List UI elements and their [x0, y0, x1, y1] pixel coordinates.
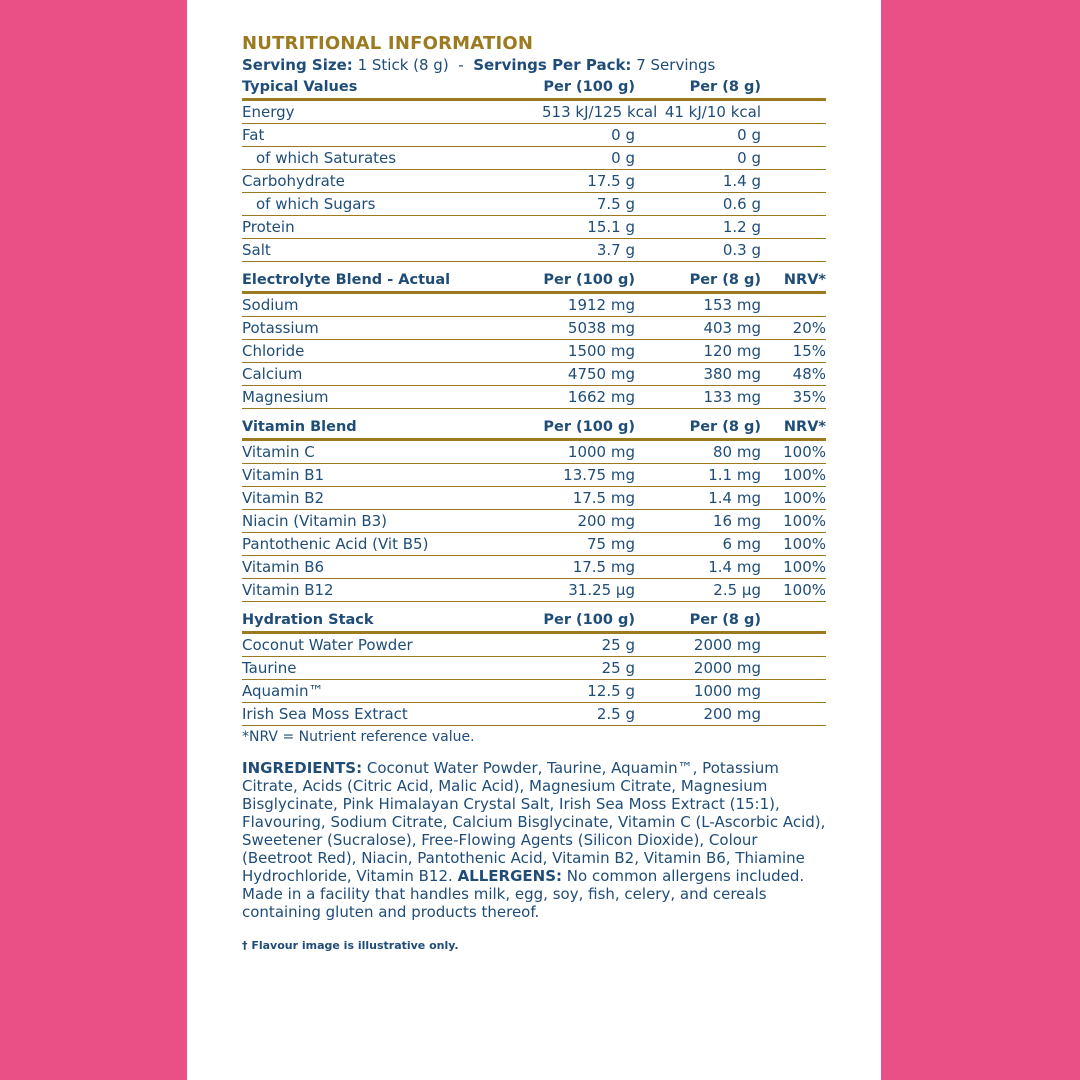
nutrient-name: Salt [242, 239, 542, 262]
value-per-100g: 1000 mg [542, 440, 635, 464]
column-header: NRV* [761, 417, 826, 440]
ingredients-text: Coconut Water Powder, Taurine, Aquamin™, Potassium Citrate, Acids (Citric Acid, Malic Acid), Magnesium Citrate, Magnesium Bisglycinate, Pink Himalayan Crystal Salt, Irish Sea Moss Extract (15:1), Flavouring, Sodium Citrate, Calcium Bisglycinate, Vitamin C (L-Ascorbic Acid), Sweetener (Sucralose), Free-Flowing Agents (Silicon Dioxide), Colour (Beetroot Red), Niacin, Pantothenic Acid, Vitamin B2, Vitamin B6, Thiamine Hydrochloride, Vitamin B12. [242, 759, 826, 885]
value-per-serving: 6 mg [635, 533, 761, 556]
nrv-percent [761, 633, 826, 657]
ingredients-label: INGREDIENTS: [242, 759, 363, 777]
value-per-serving: 16 mg [635, 510, 761, 533]
value-per-serving: 153 mg [635, 293, 761, 317]
table-row [242, 657, 826, 680]
column-header: Per (8 g) [635, 270, 761, 293]
value-per-100g: 5038 mg [542, 317, 635, 340]
value-per-serving: 2000 mg [635, 657, 761, 680]
table-row [242, 440, 826, 464]
value-per-serving: 0.6 g [635, 193, 761, 216]
table-row [242, 633, 826, 657]
nutrient-name: Potassium [242, 317, 542, 340]
nrv-percent: 100% [761, 533, 826, 556]
column-header: Per (100 g) [542, 270, 635, 293]
nutrient-name: Vitamin B2 [242, 487, 542, 510]
column-header: NRV* [761, 270, 826, 293]
table-row [242, 487, 826, 510]
nrv-percent: 100% [761, 487, 826, 510]
nutrient-name: Pantothenic Acid (Vit B5) [242, 533, 542, 556]
value-per-100g: 17.5 mg [542, 556, 635, 579]
table-gap [242, 602, 826, 610]
value-per-100g: 17.5 mg [542, 487, 635, 510]
value-per-serving: 0.3 g [635, 239, 761, 262]
column-header: Per (100 g) [542, 77, 635, 100]
nutrient-name: of which Saturates [242, 147, 542, 170]
table-row [242, 579, 826, 602]
nutrient-name: Vitamin B12 [242, 579, 542, 602]
value-per-100g: 17.5 g [542, 170, 635, 193]
table-row [242, 340, 826, 363]
nrv-percent [761, 170, 826, 193]
value-per-serving: 120 mg [635, 340, 761, 363]
serving-info [242, 55, 826, 77]
nutrient-name: Taurine [242, 657, 542, 680]
nutrient-name: Vitamin C [242, 440, 542, 464]
value-per-serving: 0 g [635, 124, 761, 147]
nutrient-name: of which Sugars [242, 193, 542, 216]
table-header-row [242, 77, 826, 100]
table-row [242, 363, 826, 386]
table-header-row [242, 417, 826, 440]
nutrient-name: Coconut Water Powder [242, 633, 542, 657]
column-header: Per (8 g) [635, 610, 761, 633]
nutrient-name: Energy [242, 100, 542, 124]
value-per-serving: 1.2 g [635, 216, 761, 239]
value-per-100g: 1500 mg [542, 340, 635, 363]
nrv-percent [761, 147, 826, 170]
table-header-row [242, 610, 826, 633]
column-header: Hydration Stack [242, 610, 542, 633]
value-per-100g: 200 mg [542, 510, 635, 533]
nutrient-name: Protein [242, 216, 542, 239]
value-per-serving: 2.5 µg [635, 579, 761, 602]
table-gap [242, 409, 826, 417]
value-per-100g: 2.5 g [542, 703, 635, 726]
value-per-100g: 75 mg [542, 533, 635, 556]
table-row [242, 193, 826, 216]
table-row [242, 703, 826, 726]
serving-separator: - [458, 56, 464, 74]
table-row [242, 510, 826, 533]
table-row [242, 464, 826, 487]
nutrient-name: Magnesium [242, 386, 542, 409]
table-row [242, 216, 826, 239]
nrv-percent: 100% [761, 579, 826, 602]
nrv-note: *NRV = Nutrient reference value. [242, 729, 475, 745]
nutrient-name: Carbohydrate [242, 170, 542, 193]
nrv-percent [761, 193, 826, 216]
value-per-100g: 513 kJ/125 kcal [542, 100, 635, 124]
nrv-percent [761, 293, 826, 317]
nutrient-name: Irish Sea Moss Extract [242, 703, 542, 726]
nrv-percent: 100% [761, 464, 826, 487]
nutrient-name: Niacin (Vitamin B3) [242, 510, 542, 533]
nrv-percent [761, 124, 826, 147]
nrv-percent: 100% [761, 440, 826, 464]
value-per-serving: 41 kJ/10 kcal [635, 100, 761, 124]
nrv-percent [761, 703, 826, 726]
table-row [242, 556, 826, 579]
nrv-percent [761, 100, 826, 124]
column-header: Vitamin Blend [242, 417, 542, 440]
value-per-100g: 0 g [542, 147, 635, 170]
page-title: NUTRITIONAL INFORMATION [242, 33, 534, 54]
serving-size-label: Serving Size: [242, 56, 353, 74]
table-gap [242, 262, 826, 270]
value-per-serving: 0 g [635, 147, 761, 170]
value-per-100g: 1912 mg [542, 293, 635, 317]
value-per-100g: 1662 mg [542, 386, 635, 409]
column-header: Per (8 g) [635, 417, 761, 440]
nutrition-label [242, 33, 826, 953]
value-per-100g: 25 g [542, 633, 635, 657]
value-per-serving: 380 mg [635, 363, 761, 386]
table-row [242, 293, 826, 317]
column-header: Typical Values [242, 77, 542, 100]
nutrition-tables [242, 77, 826, 726]
flavour-footnote: † Flavour image is illustrative only. [242, 939, 459, 952]
column-header [761, 77, 826, 100]
nrv-percent [761, 680, 826, 703]
value-per-100g: 7.5 g [542, 193, 635, 216]
table-row [242, 317, 826, 340]
table-row [242, 100, 826, 124]
value-per-serving: 1000 mg [635, 680, 761, 703]
nutrient-name: Aquamin™ [242, 680, 542, 703]
nutrient-name: Chloride [242, 340, 542, 363]
servings-per-pack-value: 7 Servings [636, 56, 716, 74]
nutrition-table [242, 417, 826, 602]
nrv-percent: 20% [761, 317, 826, 340]
nutrition-table [242, 270, 826, 409]
nrv-percent: 35% [761, 386, 826, 409]
table-row [242, 124, 826, 147]
table-row [242, 239, 826, 262]
nrv-percent: 15% [761, 340, 826, 363]
nrv-percent: 100% [761, 556, 826, 579]
ingredients-block [242, 759, 832, 921]
table-row [242, 680, 826, 703]
column-header [761, 610, 826, 633]
nutrient-name: Vitamin B1 [242, 464, 542, 487]
nutrition-table [242, 610, 826, 726]
value-per-serving: 1.4 mg [635, 487, 761, 510]
table-row [242, 147, 826, 170]
value-per-100g: 15.1 g [542, 216, 635, 239]
value-per-serving: 133 mg [635, 386, 761, 409]
value-per-serving: 2000 mg [635, 633, 761, 657]
value-per-100g: 4750 mg [542, 363, 635, 386]
table-row [242, 386, 826, 409]
table-header-row [242, 270, 826, 293]
nrv-percent [761, 216, 826, 239]
nrv-percent: 48% [761, 363, 826, 386]
nrv-percent: 100% [761, 510, 826, 533]
value-per-serving: 403 mg [635, 317, 761, 340]
value-per-serving: 200 mg [635, 703, 761, 726]
servings-per-pack-label: Servings Per Pack: [473, 56, 632, 74]
value-per-serving: 1.1 mg [635, 464, 761, 487]
column-header: Per (8 g) [635, 77, 761, 100]
value-per-100g: 12.5 g [542, 680, 635, 703]
nutrition-table [242, 77, 826, 262]
value-per-100g: 31.25 µg [542, 579, 635, 602]
allergens-label: ALLERGENS: [457, 867, 563, 885]
column-header: Electrolyte Blend - Actual [242, 270, 542, 293]
value-per-100g: 3.7 g [542, 239, 635, 262]
nrv-percent [761, 239, 826, 262]
nrv-percent [761, 657, 826, 680]
column-header: Per (100 g) [542, 417, 635, 440]
serving-size-value: 1 Stick (8 g) [357, 56, 449, 74]
nutrient-name: Vitamin B6 [242, 556, 542, 579]
nutrient-name: Fat [242, 124, 542, 147]
nutrient-name: Sodium [242, 293, 542, 317]
table-row [242, 170, 826, 193]
nutrient-name: Calcium [242, 363, 542, 386]
value-per-serving: 1.4 g [635, 170, 761, 193]
value-per-100g: 25 g [542, 657, 635, 680]
value-per-100g: 0 g [542, 124, 635, 147]
value-per-100g: 13.75 mg [542, 464, 635, 487]
allergens-text: No common allergens included. Made in a facility that handles milk, egg, soy, fish, celery, and cereals containing gluten and products thereof. [242, 867, 805, 921]
column-header: Per (100 g) [542, 610, 635, 633]
value-per-serving: 80 mg [635, 440, 761, 464]
value-per-serving: 1.4 mg [635, 556, 761, 579]
table-row [242, 533, 826, 556]
